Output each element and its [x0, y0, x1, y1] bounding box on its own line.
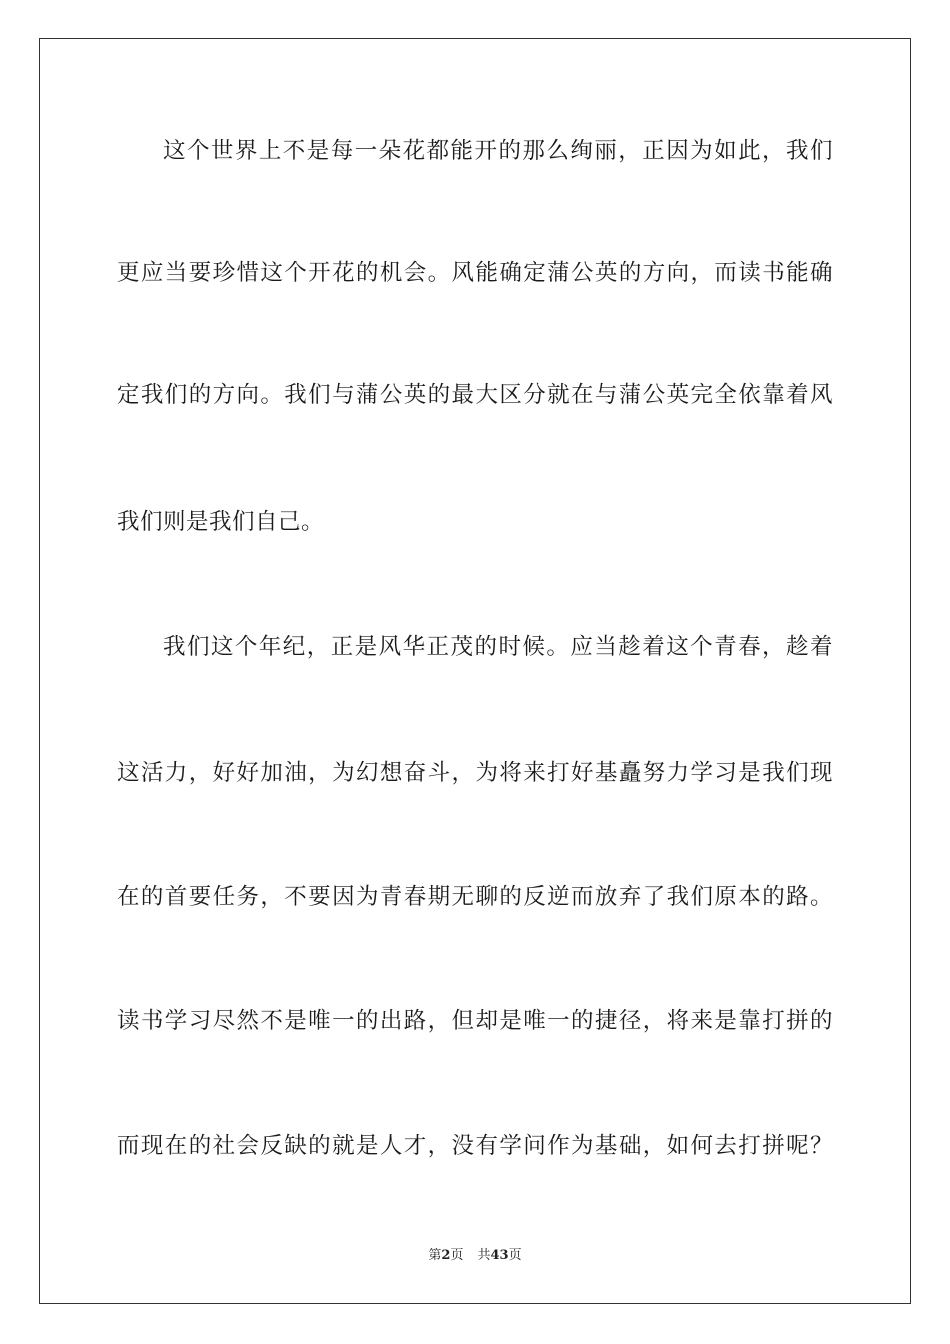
paragraph-2-line-1: 我们这个年纪，正是风华正茂的时候。应当趁着这个青春，趁着: [163, 634, 833, 660]
paragraph-2-line-4: 读书学习尽然不是唯一的出路，但却是唯一的捷径，将来是靠打拼的: [117, 1008, 833, 1034]
paragraph-2-line-2: 这活力，好好加油，为幻想奋斗，为将来打好基矗努力学习是我们现: [117, 760, 833, 786]
paragraph-2-line-5: 而现在的社会反缺的就是人才，没有学问作为基础，如何去打拼呢？: [117, 1133, 833, 1159]
total-prefix: 共: [477, 1248, 491, 1263]
paragraph-1-line-1: 这个世界上不是每一朵花都能开的那么绚丽，正因为如此，我们: [163, 138, 833, 164]
total-suffix: 页: [508, 1248, 522, 1263]
paragraph-2-line-3: 在的首要任务，不要因为青春期无聊的反逆而放弃了我们原本的路。: [117, 884, 833, 910]
paragraph-1-line-2: 更应当要珍惜这个开花的机会。风能确定蒲公英的方向，而读书能确: [117, 260, 833, 286]
paragraph-1-line-4: 我们则是我们自己。: [117, 509, 325, 535]
page-footer: [0, 1247, 950, 1265]
page-prefix: 第: [428, 1248, 442, 1263]
page-border: [39, 38, 911, 1304]
current-page-number: 2: [441, 1248, 451, 1263]
page-suffix: 页: [450, 1248, 464, 1263]
total-page-count: 43: [490, 1248, 509, 1263]
paragraph-1-line-3: 定我们的方向。我们与蒲公英的最大区分就在与蒲公英完全依靠着风: [117, 382, 833, 408]
